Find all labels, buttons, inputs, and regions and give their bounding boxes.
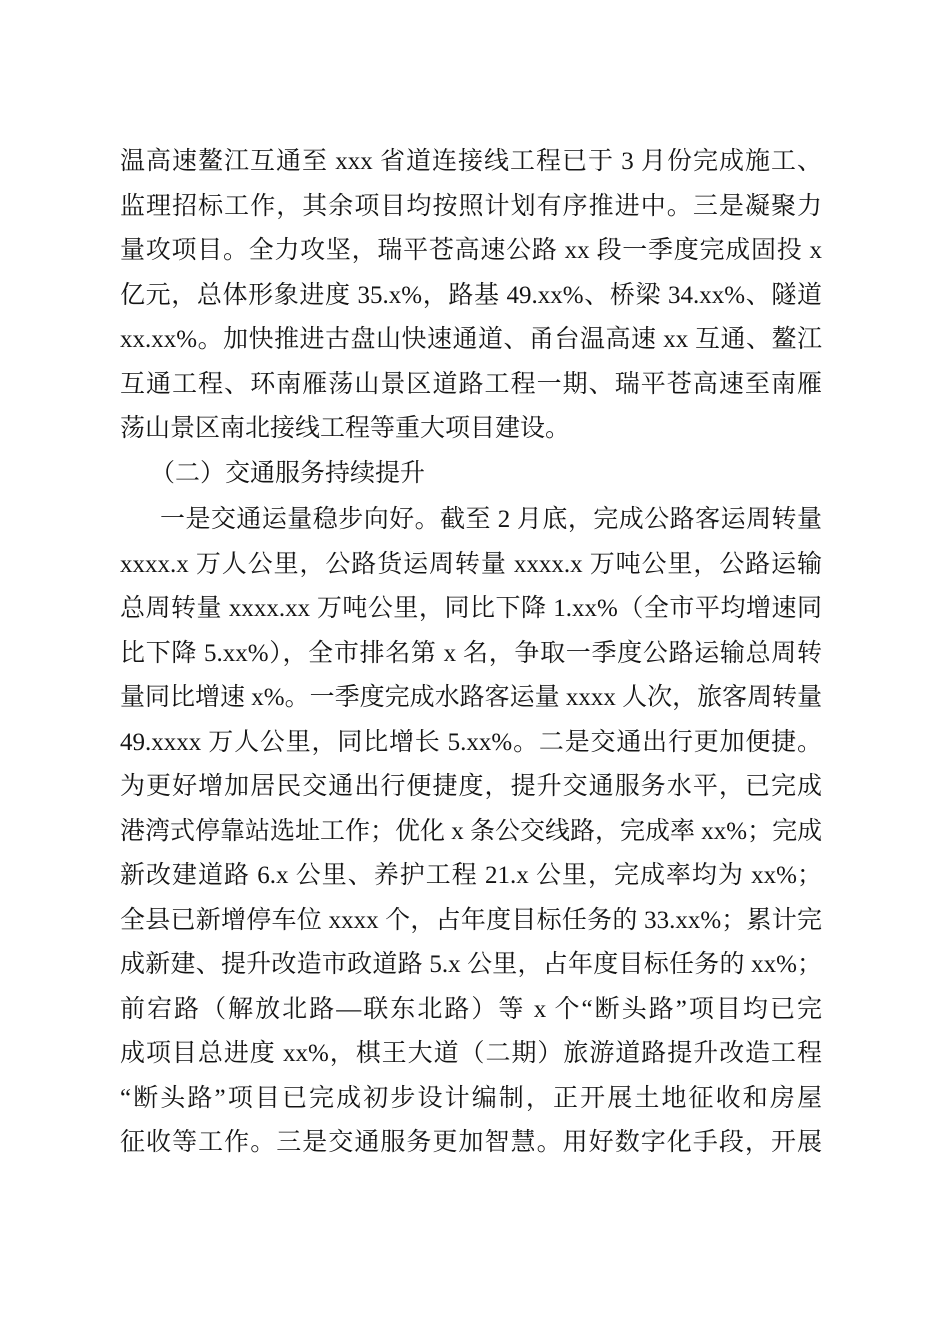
- section-heading: （二）交通服务持续提升: [150, 459, 426, 487]
- text-line: 温高速鳌江互通至 xxx 省道连接线工程已于 3 月份完成施工、: [120, 148, 822, 175]
- text-line: “断头路”项目已完成初步设计编制，正开展土地征收和房屋: [120, 1084, 822, 1112]
- paragraph-transport-services: [120, 498, 822, 1166]
- text-line: 互通工程、环南雁荡山景区道路工程一期、瑞平苍高速至南雁: [120, 370, 822, 398]
- text-line: 征收等工作。三是交通服务更加智慧。用好数字化手段，开展: [120, 1129, 822, 1156]
- text-line: 前宕路（解放北路—联东北路）等 x 个“断头路”项目均已完: [120, 995, 822, 1023]
- text-line: 49.xxxx 万人公里，同比增长 5.xx%。二是交通出行更加便捷。: [120, 728, 822, 756]
- text-line: 荡山景区南北接线工程等重大项目建设。: [120, 415, 571, 442]
- text-line: 新改建道路 6.x 公里、养护工程 21.x 公里，完成率均为 xx%；: [120, 862, 822, 889]
- paragraph-project-construction: [120, 140, 822, 452]
- text-line: 一是交通运量稳步向好。截至 2 月底，完成公路客运周转量: [160, 506, 822, 533]
- text-line: 量同比增速 x%。一季度完成水路客运量 xxxx 人次，旅客周转量: [120, 684, 823, 711]
- document-body: [120, 140, 822, 1166]
- text-line: 成项目总进度 xx%，棋王大道（二期）旅游道路提升改造工程: [120, 1040, 822, 1067]
- text-line: 港湾式停靠站选址工作；优化 x 条公交线路，完成率 xx%；完成: [120, 817, 823, 845]
- text-line: 监理招标工作，其余项目均按照计划有序推进中。三是凝聚力: [120, 192, 822, 220]
- text-line: xxxx.x 万人公里，公路货运周转量 xxxx.x 万吨公里，公路运输: [120, 550, 822, 578]
- text-line: 量攻项目。全力攻坚，瑞平苍高速公路 xx 段一季度完成固投 x: [120, 237, 822, 264]
- text-line: 全县已新增停车位 xxxx 个，占年度目标任务的 33.xx%；累计完: [120, 906, 822, 934]
- text-line: 亿元，总体形象进度 35.x%，路基 49.xx%、桥梁 34.xx%、隧道: [120, 281, 822, 309]
- text-line: 成新建、提升改造市政道路 5.x 公里，占年度目标任务的 xx%；: [120, 951, 822, 978]
- text-line: 为更好增加居民交通出行便捷度，提升交通服务水平，已完成: [120, 773, 822, 800]
- text-line: xx.xx%。加快推进古盘山快速通道、甬台温高速 xx 互通、鳌江: [120, 326, 822, 353]
- text-line: 总周转量 xxxx.xx 万吨公里，同比下降 1.xx%（全市平均增速同: [120, 595, 822, 622]
- text-line: 比下降 5.xx%），全市排名第 x 名，争取一季度公路运输总周转: [120, 639, 822, 667]
